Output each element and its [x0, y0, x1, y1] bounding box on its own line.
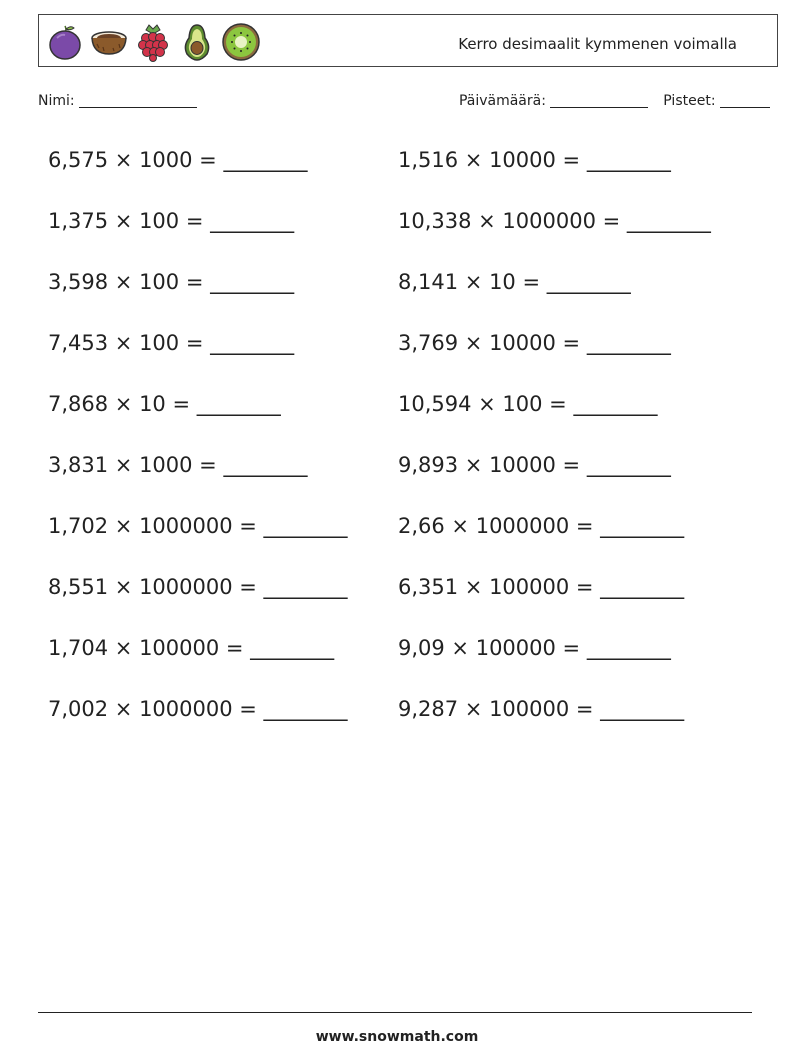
kiwi-icon [221, 22, 261, 62]
problem-left-9: 1,704 × 100000 = ________ [48, 636, 335, 660]
problem-left-7: 1,702 × 1000000 = ________ [48, 514, 348, 538]
score-label: Pisteet: [663, 93, 716, 109]
name-field [38, 93, 197, 109]
coconut-icon [89, 22, 129, 62]
date-score-fields [459, 93, 770, 109]
worksheet-title: Kerro desimaalit kymmenen voimalla [458, 35, 737, 53]
problem-left-1: 6,575 × 1000 = ________ [48, 148, 308, 172]
problem-left-6: 3,831 × 1000 = ________ [48, 453, 308, 477]
problem-right-4: 3,769 × 10000 = ________ [398, 331, 671, 355]
footer-site-link[interactable]: www.snowmath.com [315, 1029, 479, 1045]
problem-right-6: 9,893 × 10000 = ________ [398, 453, 671, 477]
problem-right-1: 1,516 × 10000 = ________ [398, 148, 671, 172]
avocado-icon [177, 22, 217, 62]
raspberry-icon [133, 22, 173, 62]
footer-divider [38, 1012, 752, 1013]
problem-left-8: 8,551 × 1000000 = ________ [48, 575, 348, 599]
problem-left-3: 3,598 × 100 = ________ [48, 270, 295, 294]
date-blank[interactable] [550, 93, 648, 108]
problem-right-3: 8,141 × 10 = ________ [398, 270, 631, 294]
name-blank[interactable] [79, 93, 197, 108]
header-box [38, 14, 778, 67]
problem-right-5: 10,594 × 100 = ________ [398, 392, 658, 416]
problem-right-10: 9,287 × 100000 = ________ [398, 697, 685, 721]
problem-left-2: 1,375 × 100 = ________ [48, 209, 295, 233]
problem-right-2: 10,338 × 1000000 = ________ [398, 209, 711, 233]
problem-right-9: 9,09 × 100000 = ________ [398, 636, 671, 660]
fruit-icons [45, 21, 265, 63]
problem-right-8: 6,351 × 100000 = ________ [398, 575, 685, 599]
date-label: Päivämäärä: [458, 93, 546, 109]
problem-left-10: 7,002 × 1000000 = ________ [48, 697, 348, 721]
problem-left-4: 7,453 × 100 = ________ [48, 331, 295, 355]
problem-right-7: 2,66 × 1000000 = ________ [398, 514, 685, 538]
score-blank[interactable] [720, 93, 770, 108]
name-label: Nimi: [38, 93, 75, 109]
problem-left-5: 7,868 × 10 = ________ [48, 392, 281, 416]
plum-icon [45, 22, 85, 62]
